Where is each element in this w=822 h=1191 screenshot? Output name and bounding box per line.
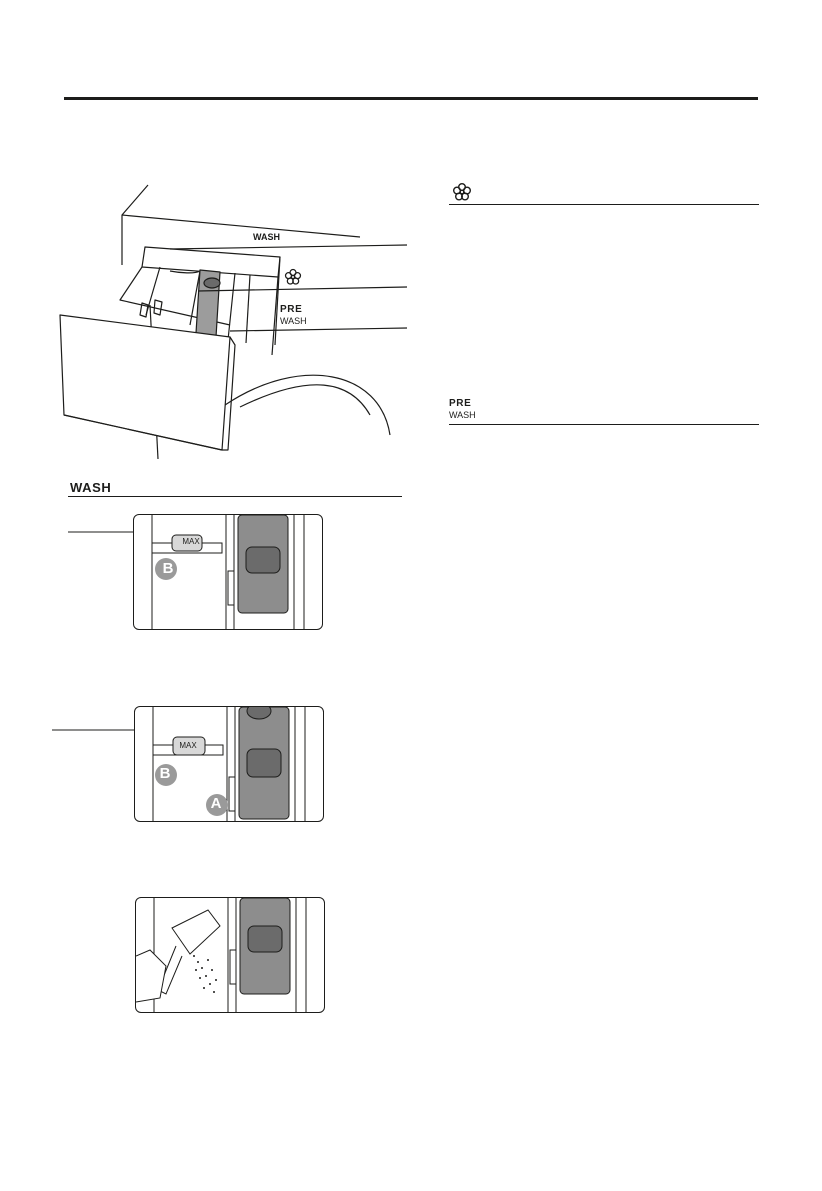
detergent-drawer-illustration [50, 175, 415, 465]
prewash-subheading: WASH [449, 410, 476, 420]
wash-heading: WASH [70, 480, 112, 495]
main-figure-prewash-label: WASH [280, 316, 307, 326]
wash-panel-2 [134, 706, 324, 822]
wash-panel-3 [135, 897, 325, 1013]
prewash-section-rule [449, 424, 759, 425]
panel1-max-label: MAX [182, 537, 200, 546]
main-figure-wash-label: WASH [253, 232, 280, 242]
prewash-heading: PRE [449, 398, 472, 409]
main-figure-pre-label: PRE [280, 304, 303, 315]
flower-icon [452, 182, 472, 202]
panel1-marker-b: B [162, 560, 174, 577]
panel2-marker-b: B [159, 765, 171, 782]
panel2-marker-a: A [210, 795, 222, 812]
wash-section-rule [68, 496, 402, 497]
top-rule [64, 97, 758, 100]
softener-section-rule [449, 204, 759, 205]
panel2-max-label: MAX [179, 741, 197, 750]
flower-icon [284, 268, 302, 286]
